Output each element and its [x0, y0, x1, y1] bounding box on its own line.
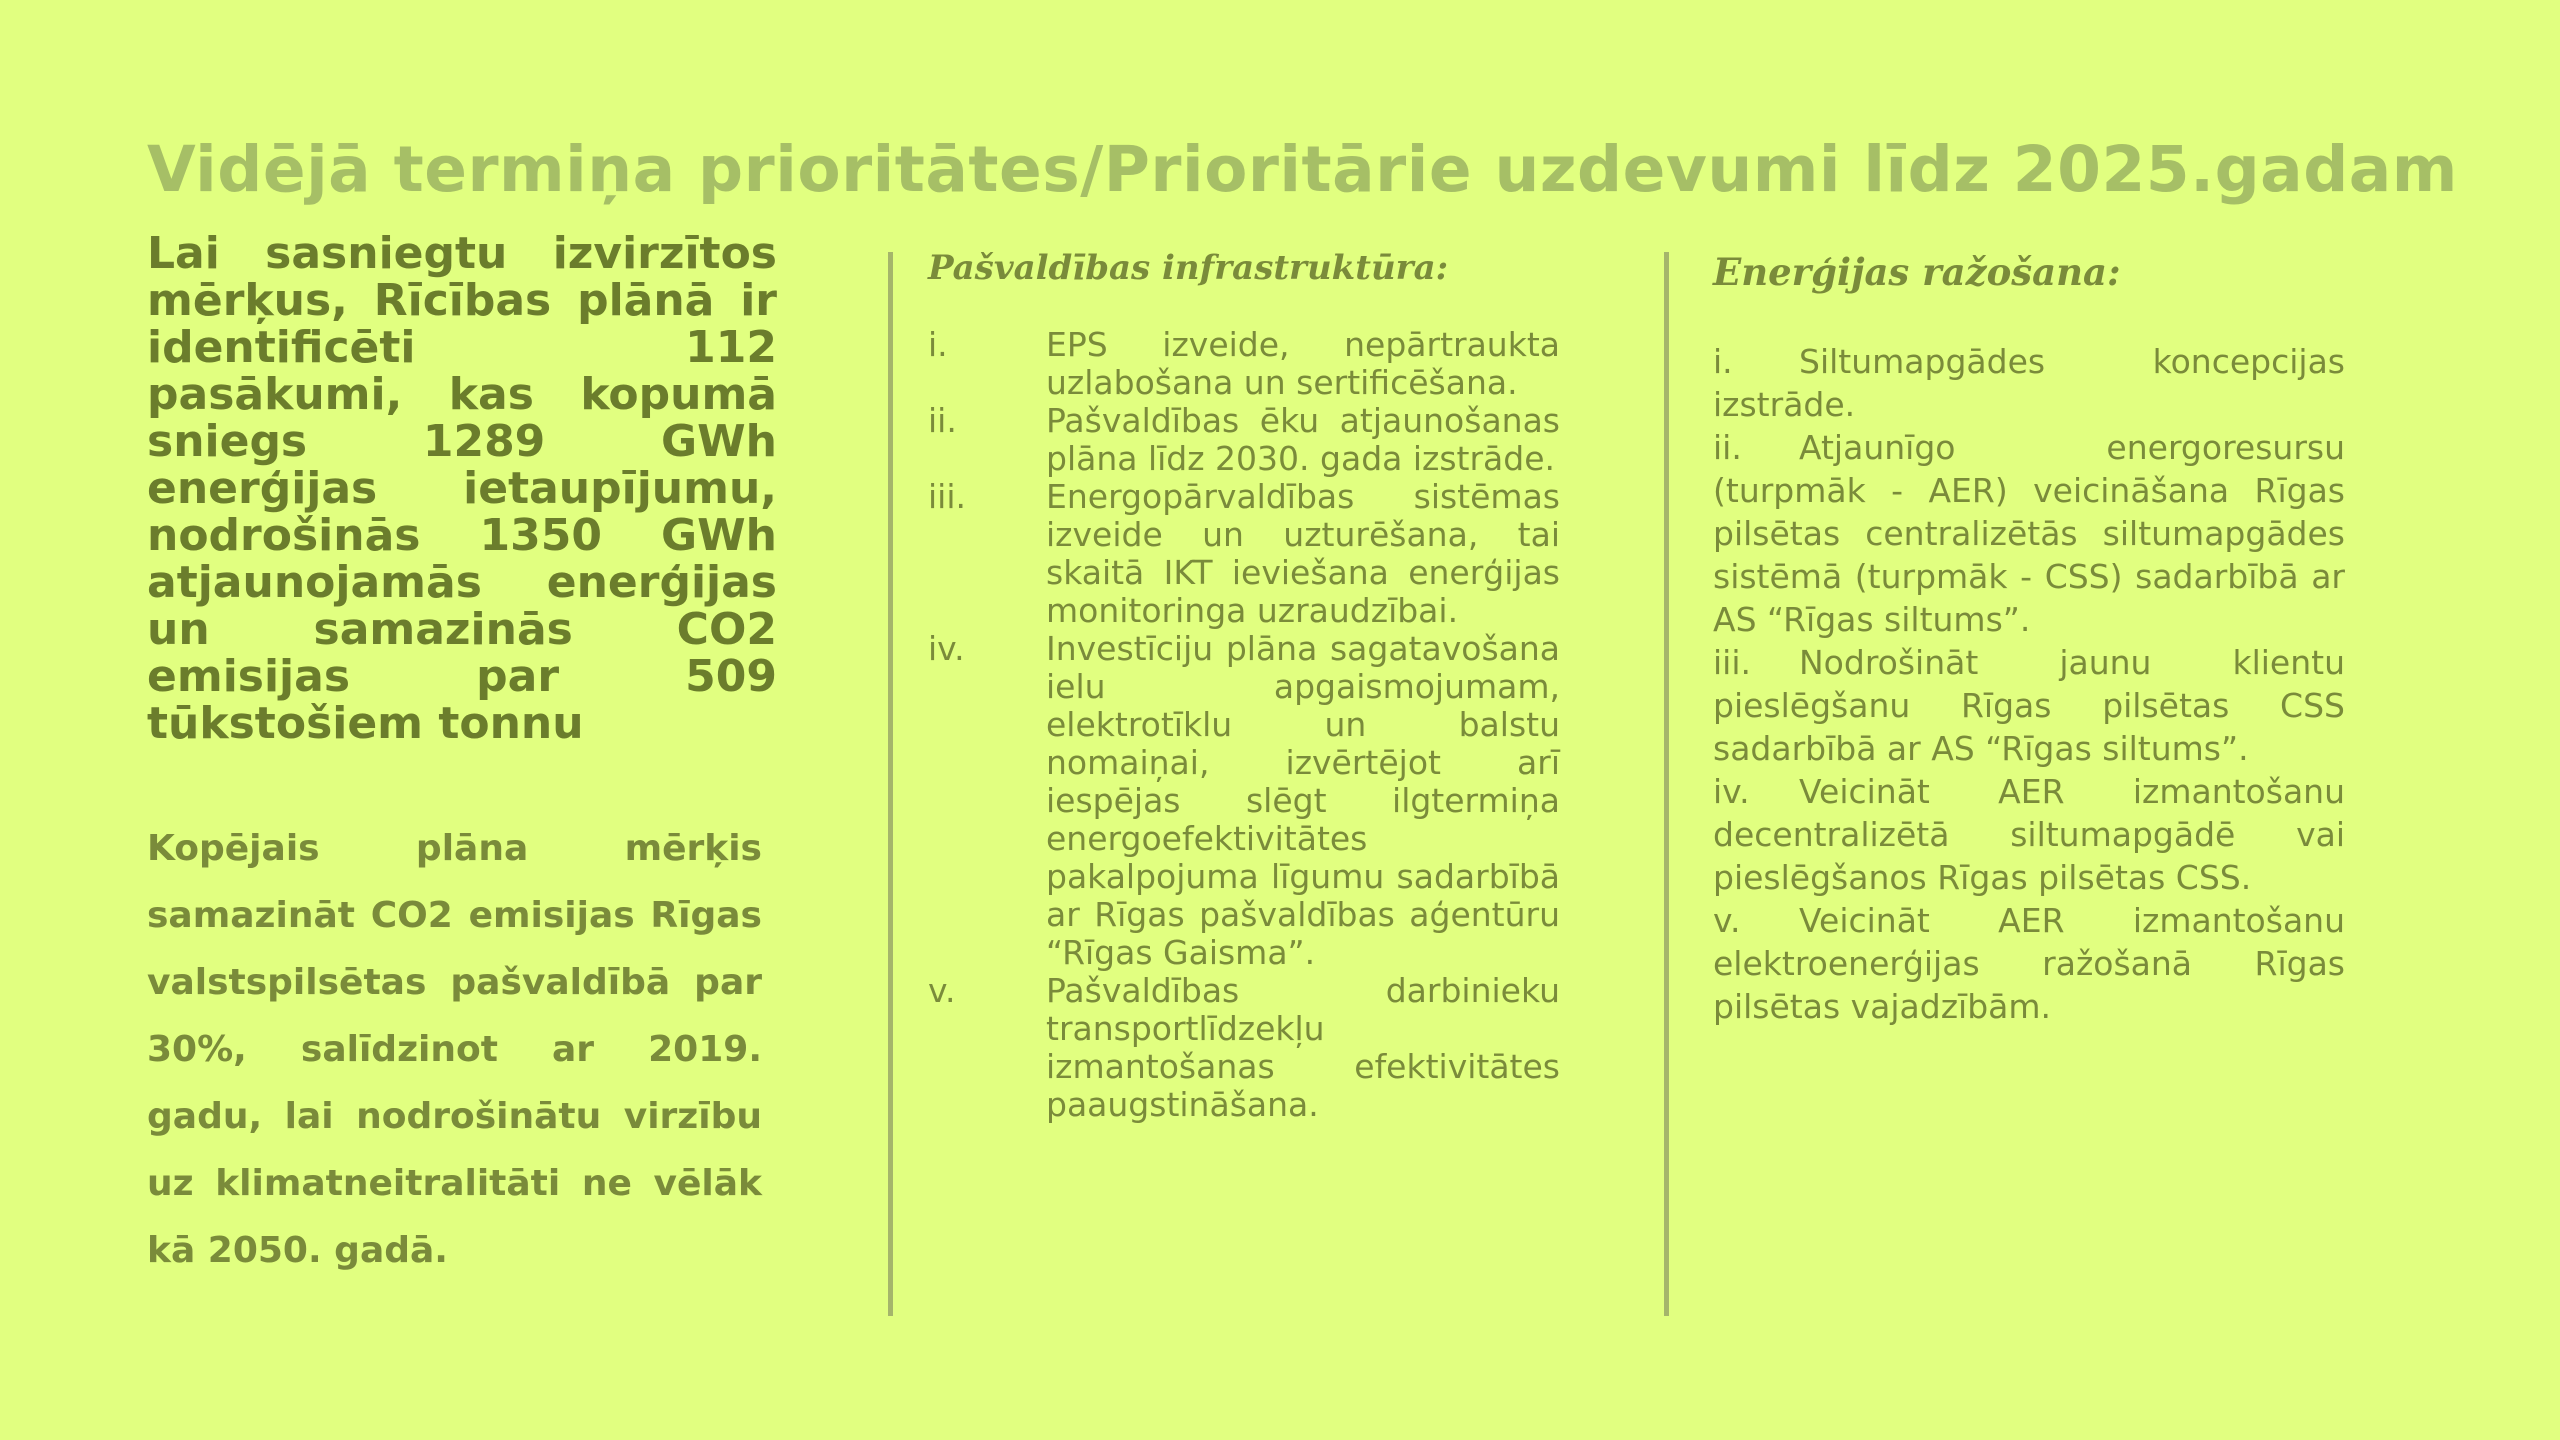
- summary-headline: Lai sasniegtu izvirzītos mērķus, Rīcības plānā ir identificēti 112 pasākumi, kas kopumā sniegs 1289 GWh enerģijas ietaupījumu, nodrošinās 1350 GWh atjaunojamās enerģijas un samazinās CO2 emisijas par 509 tūkstošiem tonnu: [147, 228, 777, 749]
- column-divider-left: [888, 252, 893, 1316]
- energy-production-heading: Enerģijas ražošana:: [1713, 250, 2121, 294]
- list-item-text: Investīciju plāna sagatavošana ielu apgaismojumam, elektrotīklu un balstu nomaiņai, izvērtējot arī iespējas slēgt ilgtermiņa energoefektivitātes pakalpojuma līgumu sadarbībā ar Rīgas pašvaldības aģentūru “Rīgas Gaisma”.: [1046, 629, 1560, 972]
- list-item-text: EPS izveide, nepārtraukta uzlabošana un sertificēšana.: [1046, 325, 1560, 402]
- list-item-text: Siltumapgādes koncepcijas izstrāde.: [1713, 342, 2345, 424]
- list-item: [1713, 641, 2345, 770]
- list-item-number: iii.: [1713, 643, 1751, 682]
- list-item-number: i.: [1713, 342, 1733, 381]
- list-item: [1713, 899, 2345, 1028]
- list-item: [1713, 426, 2345, 641]
- list-item-text: Nodrošināt jaunu klientu pieslēgšanu Rīgas pilsētas CSS sadarbībā ar AS “Rīgas siltums”.: [1713, 643, 2345, 768]
- list-item-number: iii.: [928, 477, 966, 516]
- infrastructure-list: [928, 326, 1560, 1124]
- list-item-number: v.: [1713, 901, 1741, 940]
- energy-production-list: [1713, 340, 2345, 1028]
- list-item-text: Pašvaldības ēku atjaunošanas plāna līdz 2030. gada izstrāde.: [1046, 401, 1560, 478]
- list-item-number: iv.: [1713, 772, 1750, 811]
- list-item-number: iv.: [928, 629, 965, 668]
- list-item: [1713, 770, 2345, 899]
- list-item-number: ii.: [928, 401, 957, 440]
- list-item: [928, 402, 1560, 478]
- list-item-number: v.: [928, 971, 956, 1010]
- list-item: [928, 972, 1560, 1124]
- list-item-text: Veicināt AER izmantošanu decentralizētā siltumapgādē vai pieslēgšanos Rīgas pilsētas CSS.: [1713, 772, 2345, 897]
- list-item: [928, 326, 1560, 402]
- list-item: [1713, 340, 2345, 426]
- list-item-number: i.: [928, 325, 948, 364]
- list-item-text: Energopārvaldības sistēmas izveide un uzturēšana, tai skaitā IKT ieviešana enerģijas monitoringa uzraudzībai.: [1046, 477, 1560, 630]
- list-item-text: Atjaunīgo energoresursu (turpmāk - AER) veicināšana Rīgas pilsētas centralizētās siltumapgādes sistēmā (turpmāk - CSS) sadarbībā ar AS “Rīgas siltums”.: [1713, 428, 2345, 639]
- list-item-number: ii.: [1713, 428, 1742, 467]
- list-item-text: Veicināt AER izmantošanu elektroenerģijas ražošanā Rīgas pilsētas vajadzībām.: [1713, 901, 2345, 1026]
- list-item-text: Pašvaldības darbinieku transportlīdzekļu izmantošanas efektivitātes paaugstināšana.: [1046, 971, 1560, 1124]
- column-divider-right: [1664, 252, 1669, 1316]
- list-item: [928, 630, 1560, 972]
- list-item: [928, 478, 1560, 630]
- infrastructure-heading: Pašvaldības infrastruktūra:: [928, 248, 1449, 288]
- goal-paragraph: Kopējais plāna mērķis samazināt CO2 emisijas Rīgas valstspilsētas pašvaldībā par 30%, salīdzinot ar 2019. gadu, lai nodrošinātu virzību uz klimatneitralitāti ne vēlāk kā 2050. gadā.: [147, 828, 762, 1271]
- page-title: Vidējā termiņa prioritātes/Prioritārie uzdevumi līdz 2025.gadam: [147, 133, 2458, 206]
